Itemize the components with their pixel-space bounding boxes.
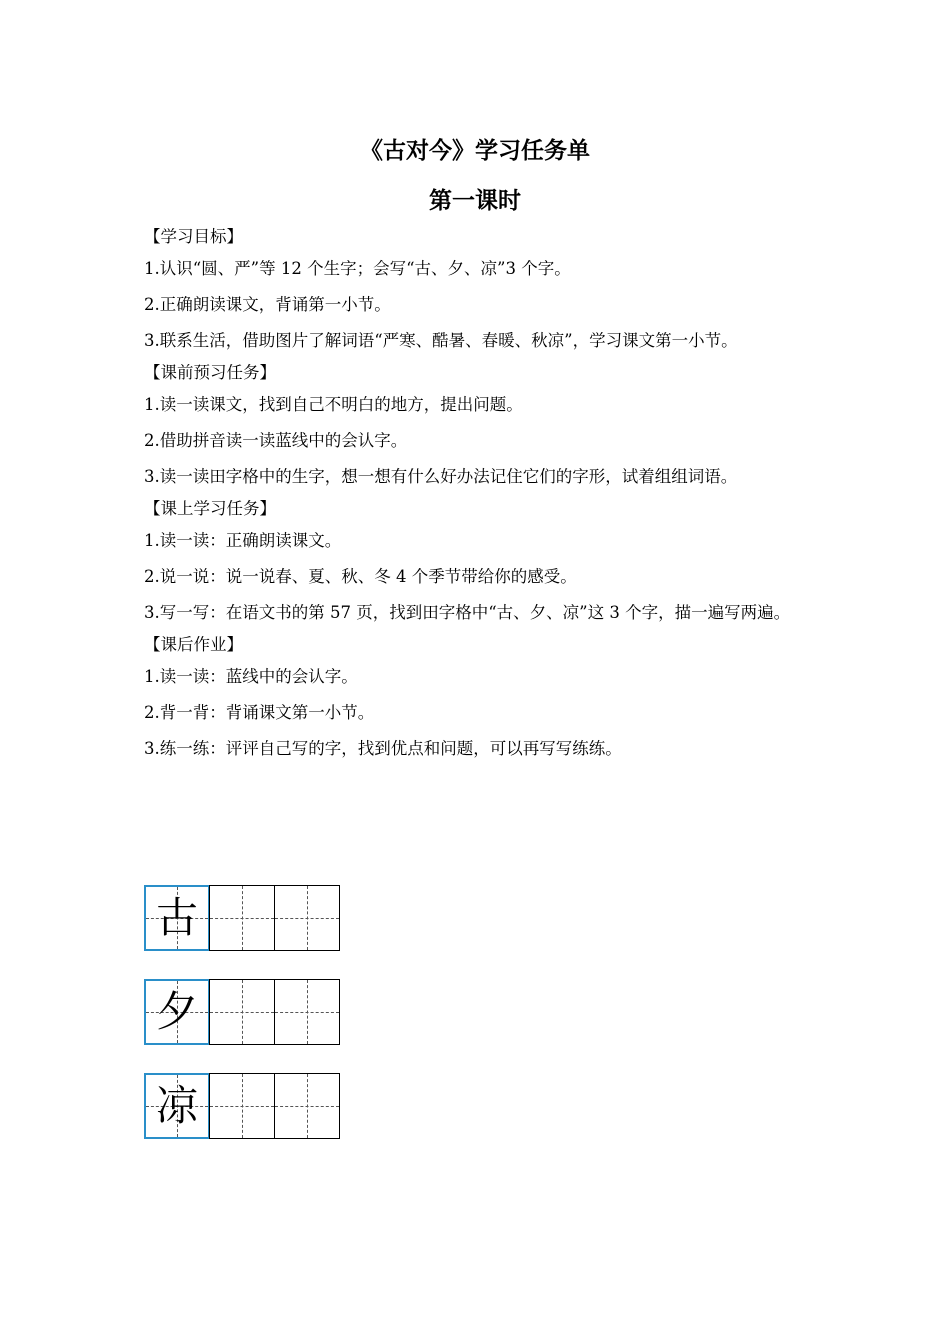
list-item: 2.正确朗读课文，背诵第一小节。 [144, 295, 391, 314]
lesson-subtitle: 第一课时 [429, 188, 521, 214]
section-heading: 【课后作业】 [144, 635, 243, 654]
model-char-cell [144, 885, 210, 951]
writing-cell[interactable] [209, 1073, 275, 1139]
grid-guide-vertical [242, 886, 243, 950]
section-heading: 【课前预习任务】 [144, 363, 276, 382]
writing-cell[interactable] [209, 979, 275, 1045]
grid-guide-vertical [307, 886, 308, 950]
writing-cell[interactable] [274, 885, 340, 951]
section-homework [144, 631, 809, 767]
grid-guide-vertical [242, 980, 243, 1044]
task-sheet-body [144, 223, 809, 767]
practice-row-xi [144, 979, 344, 1045]
section-heading: 【课上学习任务】 [144, 499, 276, 518]
model-char-cell [144, 979, 210, 1045]
grid-guide-vertical [307, 980, 308, 1044]
section-preview-tasks [144, 359, 809, 495]
model-char: 夕 [155, 987, 198, 1036]
section-heading: 【学习目标】 [144, 227, 243, 246]
list-item: 3.写一写：在语文书的第 57 页，找到田字格中“古、夕、凉”这 3 个字，描一遍写两遍。 [144, 603, 791, 622]
list-item: 1.读一读：正确朗读课文。 [144, 531, 342, 550]
document-title: 《古对今》学习任务单 [360, 138, 590, 164]
writing-cell[interactable] [209, 885, 275, 951]
writing-practice-grids [144, 885, 344, 1167]
list-item: 1.读一读：蓝线中的会认字。 [144, 667, 358, 686]
practice-row-gu [144, 885, 344, 951]
model-char: 凉 [155, 1081, 198, 1130]
section-learning-goals [144, 223, 809, 359]
list-item: 1.认识“圆、严”等 12 个生字；会写“古、夕、凉”3 个字。 [144, 259, 571, 278]
grid-guide-vertical [307, 1074, 308, 1138]
list-item: 2.借助拼音读一读蓝线中的会认字。 [144, 431, 408, 450]
writing-cell[interactable] [274, 979, 340, 1045]
model-char: 古 [155, 893, 198, 942]
section-in-class-tasks [144, 495, 809, 631]
practice-row-liang [144, 1073, 344, 1139]
list-item: 2.背一背：背诵课文第一小节。 [144, 703, 375, 722]
grid-guide-vertical [242, 1074, 243, 1138]
writing-cell[interactable] [274, 1073, 340, 1139]
list-item: 3.读一读田字格中的生字，想一想有什么好办法记住它们的字形，试着组组词语。 [144, 467, 738, 486]
list-item: 3.练一练：评评自己写的字，找到优点和问题，可以再写写练练。 [144, 739, 622, 758]
list-item: 2.说一说：说一说春、夏、秋、冬 4 个季节带给你的感受。 [144, 567, 577, 586]
model-char-cell [144, 1073, 210, 1139]
list-item: 1.读一读课文，找到自己不明白的地方，提出问题。 [144, 395, 523, 414]
list-item: 3.联系生活，借助图片了解词语“严寒、酷暑、春暖、秋凉”，学习课文第一小节。 [144, 331, 738, 350]
